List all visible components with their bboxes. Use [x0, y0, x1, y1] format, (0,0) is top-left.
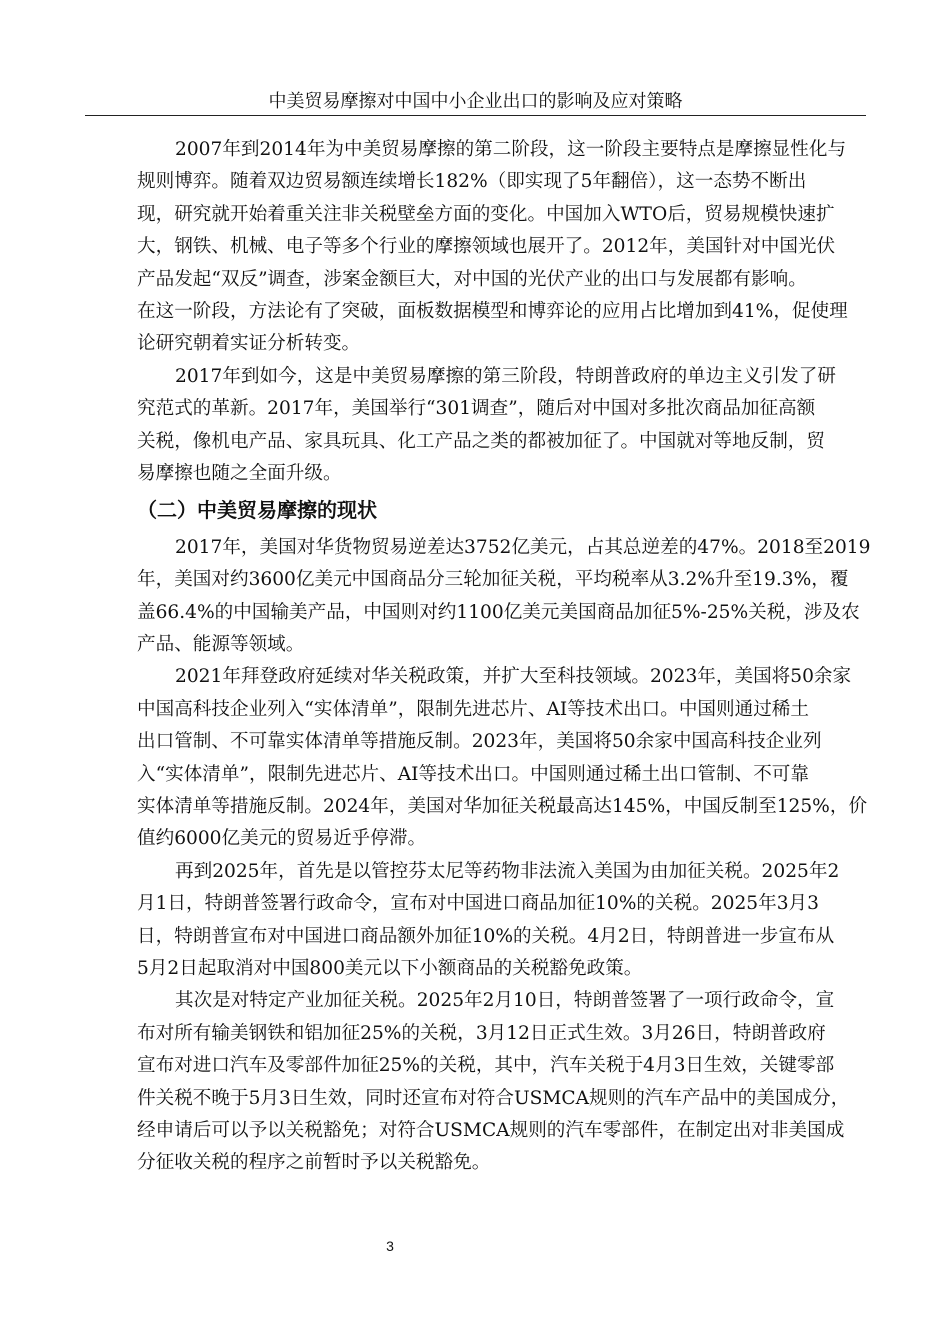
- text-line: 产品发起“双反”调查，涉案金额巨大，对中国的光伏产业的出口与发展都有影响。: [137, 268, 807, 290]
- page-number: 3: [386, 1238, 394, 1254]
- document-body: [137, 134, 869, 1180]
- text-line: 值约6000亿美元的贸易近乎停滞。: [137, 828, 427, 850]
- text-line: 中国高科技企业列入“实体清单”，限制先进芯片、AI等技术出口。中国则通过稀土: [137, 698, 809, 720]
- paragraphs-after: [137, 532, 869, 1180]
- text-line: 2017年到如今，这是中美贸易摩擦的第三阶段，特朗普政府的单边主义引发了研: [175, 365, 836, 387]
- paragraph: [137, 661, 869, 855]
- text-line: 其次是对特定产业加征关税。2025年2月10日，特朗普签署了一项行政命令，宣: [175, 990, 835, 1012]
- paragraph: [137, 532, 869, 662]
- running-header: 中美贸易摩擦对中国中小企业出口的影响及应对策略: [268, 91, 683, 112]
- text-line: 规则博弈。随着双边贸易额连续增长182%（即实现了5年翻倍），这一态势不断出: [137, 171, 807, 193]
- text-line: 2021年拜登政府延续对华关税政策，并扩大至科技领域。2023年，美国将50余家: [175, 666, 852, 688]
- paragraph: [137, 134, 869, 361]
- paragraph: [137, 361, 869, 491]
- paragraph: [137, 856, 869, 986]
- text-line: 论研究朝着实证分析转变。: [137, 333, 361, 355]
- text-line: 日，特朗普宣布对中国进口商品额外加征10%的关税。4月2日，特朗普进一步宣布从: [137, 925, 835, 947]
- text-line: 2007年到2014年为中美贸易摩擦的第二阶段，这一阶段主要特点是摩擦显性化与: [175, 139, 847, 160]
- text-line: 2017年，美国对华货物贸易逆差达3752亿美元，占其总逆差的47%。2018至2019: [175, 536, 871, 558]
- section-heading: （二）中美贸易摩擦的现状: [137, 498, 377, 523]
- text-line: 盖66.4%的中国输美产品，中国则对约1100亿美元美国商品加征5%-25%关税，涉及农: [137, 601, 860, 623]
- text-line: 在这一阶段，方法论有了突破，面板数据模型和博弈论的应用占比增加到41%，促使理: [137, 300, 848, 322]
- text-line: 出口管制、不可靠实体清单等措施反制。2023年，美国将50余家中国高科技企业列: [137, 731, 822, 753]
- text-line: 年，美国对约3600亿美元中国商品分三轮加征关税，平均税率从3.2%升至19.3%，覆: [137, 569, 849, 591]
- text-line: 宣布对进口汽车及零部件加征25%的关税，其中，汽车关税于4月3日生效，关键零部: [137, 1055, 835, 1077]
- header-rule: [85, 115, 866, 116]
- text-line: 件关税不晚于5月3日生效，同时还宣布对符合USMCA规则的汽车产品中的美国成分，: [137, 1087, 850, 1109]
- text-line: 关税，像机电产品、家具玩具、化工产品之类的都被加征了。中国就对等地反制，贸: [137, 430, 825, 452]
- text-line: 现，研究就开始着重关注非关税壁垒方面的变化。中国加入WTO后，贸易规模快速扩: [137, 203, 835, 225]
- text-line: 月1日，特朗普签署行政命令，宣布对中国进口商品加征10%的关税。2025年3月3: [137, 893, 819, 915]
- paragraphs-before: [137, 134, 869, 490]
- text-line: 分征收关税的程序之前暂时予以关税豁免。: [137, 1152, 491, 1174]
- text-line: 产品、能源等领域。: [137, 634, 305, 656]
- text-line: 易摩擦也随之全面升级。: [137, 462, 342, 484]
- text-line: 经申请后可以予以关税豁免；对符合USMCA规则的汽车零部件，在制定出对非美国成: [137, 1119, 845, 1141]
- paragraph: [137, 985, 869, 1179]
- text-line: 大，钢铁、机械、电子等多个行业的摩擦领域也展开了。2012年，美国针对中国光伏: [137, 236, 836, 258]
- text-line: 布对所有输美钢铁和铝加征25%的关税，3月12日正式生效。3月26日，特朗普政府: [137, 1022, 826, 1044]
- text-line: 再到2025年，首先是以管控芬太尼等药物非法流入美国为由加征关税。2025年2: [175, 860, 840, 882]
- text-line: 究范式的革新。2017年，美国举行“301调查”，随后对中国对多批次商品加征高额: [137, 398, 816, 420]
- text-line: 5月2日起取消对中国800美元以下小额商品的关税豁免政策。: [137, 957, 643, 979]
- text-line: 实体清单等措施反制。2024年，美国对华加征关税最高达145%，中国反制至125%，价: [137, 796, 868, 818]
- text-line: 入“实体清单”，限制先进芯片、AI等技术出口。中国则通过稀土出口管制、不可靠: [137, 763, 809, 785]
